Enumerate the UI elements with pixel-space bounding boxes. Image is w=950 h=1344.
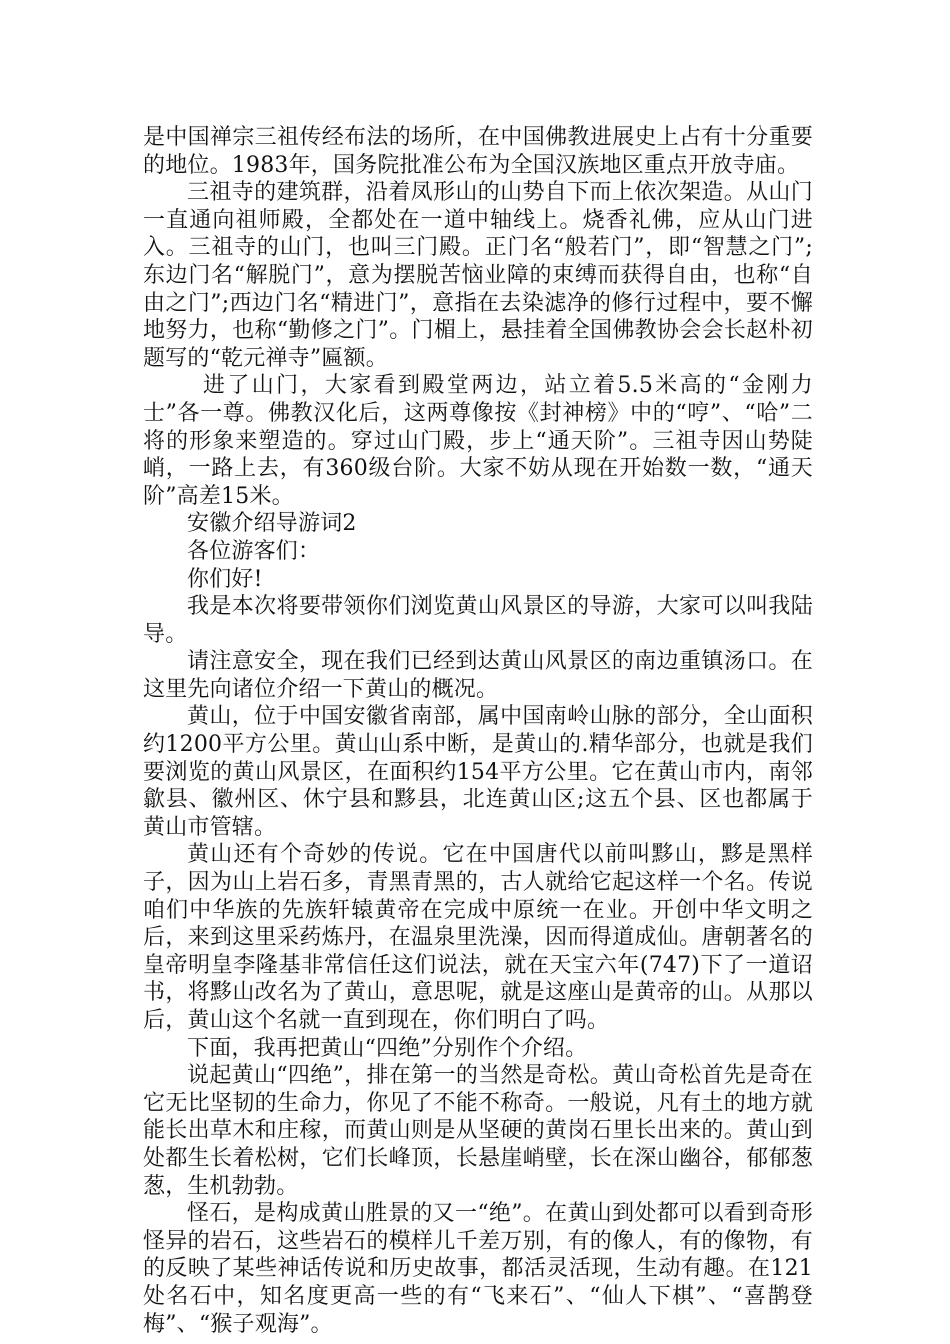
paragraph-four-wonders-intro: 下面，我再把黄山“四绝”分别作个介绍。 <box>187 1035 588 1061</box>
paragraph-sanzu-intro: 是中国禅宗三祖传经布法的场所，在中国佛教进展史上占有十分重要的地位。1983年，国务院批准公布为全国汉族地区重点开放寺庙。 <box>143 125 813 178</box>
paragraph-pines: 说起黄山“四绝”，排在第一的当然是奇松。黄山奇松首先是奇在它无比坚韧的生命力，你见了不能不称奇。一般说，凡有土的地方就能长出草木和庄稼，而黄山则是从坚硬的黄岗石里长出来的。黄山到处都生长着松树，它们长峰顶，长悬崖峭壁，长在深山幽谷，郁郁葱葱，生机勃勃。 <box>143 1063 813 1199</box>
body-text <box>143 124 813 1338</box>
paragraph-sanzu-architecture: 三祖寺的建筑群，沿着凤形山的山势自下而上依次架造。从山门一直通向祖师殿，全都处在一道中轴线上。烧香礼佛，应从山门进入。三祖寺的山门，也叫三门殿。正门名“般若门”，即“智慧之门”;东边门名“解脱门”，意为摆脱苦恼业障的束缚而获得自由，也称“自由之门”;西边门名“精进门”，意指在去染滤净的修行过程中，要不懈地努力，也称“勤修之门”。门楣上，悬挂着全国佛教协会会长赵朴初题写的“乾元禅寺”匾额。 <box>143 180 813 371</box>
paragraph-greeting: 各位游客们： <box>187 538 321 564</box>
paragraph-rocks: 怪石，是构成黄山胜景的又一“绝”。在黄山到处都可以看到奇形怪异的岩石，这些岩石的模样儿千差万别，有的像人，有的像物，有的反映了某些神话传说和历史故事，都活灵活现，生动有趣。在121处名石中，知名度更高一些的有“飞来石”、“仙人下棋”、“喜鹊登梅”、“猴子观海”。 <box>143 1201 813 1337</box>
paragraph-hello: 你们好! <box>187 566 263 592</box>
paragraph-tangkou: 请注意安全，现在我们已经到达黄山风景区的南边重镇汤口。在这里先向诸位介绍一下黄山的概况。 <box>143 649 813 702</box>
section-heading: 安徽介绍导游词2 <box>187 511 357 537</box>
paragraph-guide-intro: 我是本次将要带领你们浏览黄山风景区的导游，大家可以叫我陆导。 <box>143 594 813 647</box>
paragraph-sanzu-gate: 进了山门，大家看到殿堂两边，站立着5.5米高的“金刚力士”各一尊。佛教汉化后，这两尊像按《封神榜》中的“哼”、“哈”二将的形象来塑造的。穿过山门殿，步上“通天阶”。三祖寺因山势陡峭，一路上去，有360级台阶。大家不妨从现在开始数一数，“通天阶”高差15米。 <box>143 373 813 509</box>
paragraph-huangshan-overview: 黄山，位于中国安徽省南部，属中国南岭山脉的部分，全山面积约1200平方公里。黄山山系中断，是黄山的.精华部分，也就是我们要浏览的黄山风景区，在面积约154平方公里。它在黄山市内，南邻歙县、徽州区、休宁县和黟县，北连黄山区;这五个县、区也都属于黄山市管辖。 <box>143 704 813 840</box>
paragraph-huangshan-legend: 黄山还有个奇妙的传说。它在中国唐代以前叫黟山，黟是黑样子，因为山上岩石多，青黑青黑的，古人就给它起这样一个名。传说咱们中华族的先族轩辕黄帝在完成中原统一在业。开创中华文明之后，来到这里采药炼丹，在温泉里洗澡，因而得道成仙。唐朝著名的皇帝明皇李隆基非常信任这们说法，就在天宝六年(747)下了一道诏书，将黟山改名为了黄山，意思呢，就是这座山是黄帝的山。从那以后，黄山这个名就一直到现在，你们明白了吗。 <box>143 842 813 1033</box>
